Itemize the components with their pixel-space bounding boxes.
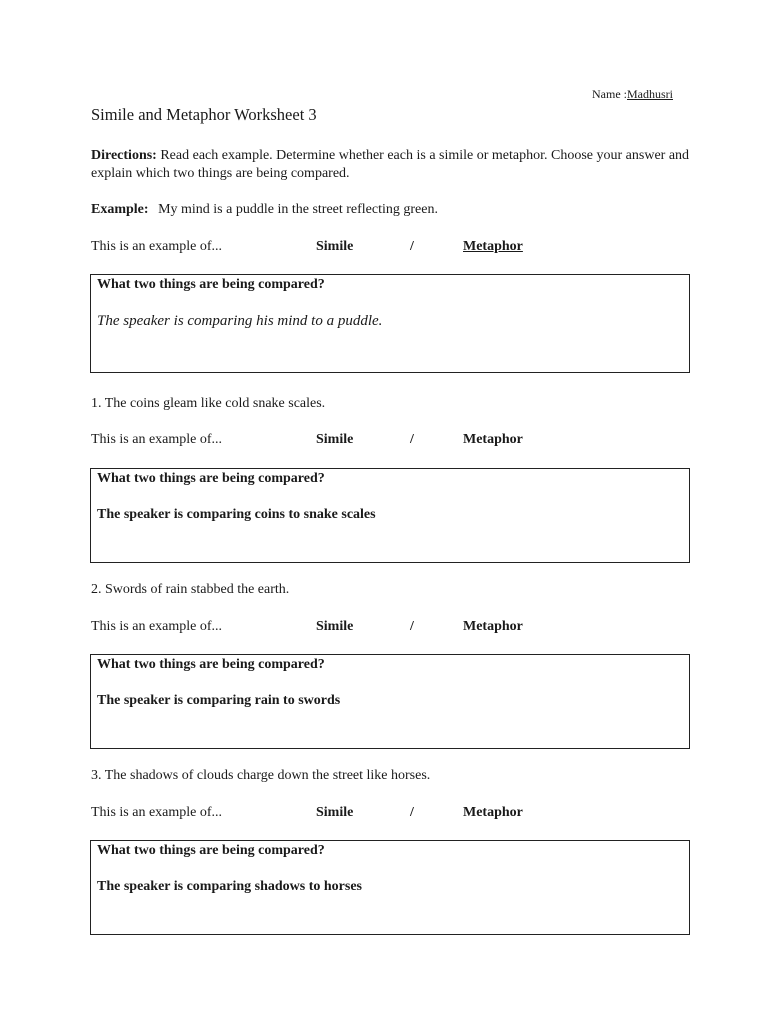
- example-answer-box: [90, 274, 690, 373]
- directions-text: Read each example. Determine whether each is a simile or metaphor. Choose your answer and explain which two things are being compared.: [91, 148, 690, 181]
- worksheet-title: Simile and Metaphor Worksheet 3: [91, 105, 317, 124]
- box-answer: The speaker is comparing coins to snake scales: [97, 507, 376, 522]
- directions: [91, 147, 691, 182]
- question-3-answer-box: [90, 840, 690, 935]
- example-text: My mind is a puddle in the street reflecting green.: [158, 202, 438, 217]
- question-2-simile-option: Simile: [316, 619, 354, 634]
- example-simile-option: Simile: [316, 239, 354, 254]
- box-question: What two things are being compared?: [97, 843, 325, 858]
- question-1-row-label: This is an example of...: [91, 432, 223, 447]
- example-sentence: [91, 202, 438, 218]
- question-2-metaphor-option: Metaphor: [463, 619, 523, 634]
- question-1: 1. The coins gleam like cold snake scales.: [91, 396, 326, 411]
- box-answer: The speaker is comparing his mind to a puddle.: [97, 313, 383, 329]
- question-3-slash: /: [410, 805, 414, 820]
- question-3-row-label: This is an example of...: [91, 805, 223, 820]
- question-2-row-label: This is an example of...: [91, 619, 223, 634]
- question-3-metaphor-option: Metaphor: [463, 805, 523, 820]
- question-1-simile-option: Simile: [316, 432, 354, 447]
- box-question: What two things are being compared?: [97, 471, 325, 486]
- question-2-slash: /: [410, 619, 414, 634]
- example-label: Example:: [91, 202, 149, 217]
- box-answer: The speaker is comparing rain to swords: [97, 693, 341, 708]
- name-label: Name :: [592, 87, 627, 101]
- example-slash: /: [410, 239, 414, 254]
- directions-label: Directions:: [91, 148, 157, 163]
- question-3-simile-option: Simile: [316, 805, 354, 820]
- question-2-answer-box: [90, 654, 690, 749]
- example-row-label: This is an example of...: [91, 239, 223, 254]
- question-1-metaphor-option: Metaphor: [463, 432, 523, 447]
- question-1-slash: /: [410, 432, 414, 447]
- question-3: 3. The shadows of clouds charge down the street like horses.: [91, 768, 431, 783]
- box-answer: The speaker is comparing shadows to horses: [97, 879, 362, 894]
- student-name: [592, 87, 673, 102]
- box-question: What two things are being compared?: [97, 277, 325, 292]
- example-metaphor-option-selected: Metaphor: [463, 239, 523, 254]
- box-question: What two things are being compared?: [97, 657, 325, 672]
- question-1-answer-box: [90, 468, 690, 563]
- question-2: 2. Swords of rain stabbed the earth.: [91, 582, 290, 597]
- name-value: Madhusri: [627, 87, 673, 101]
